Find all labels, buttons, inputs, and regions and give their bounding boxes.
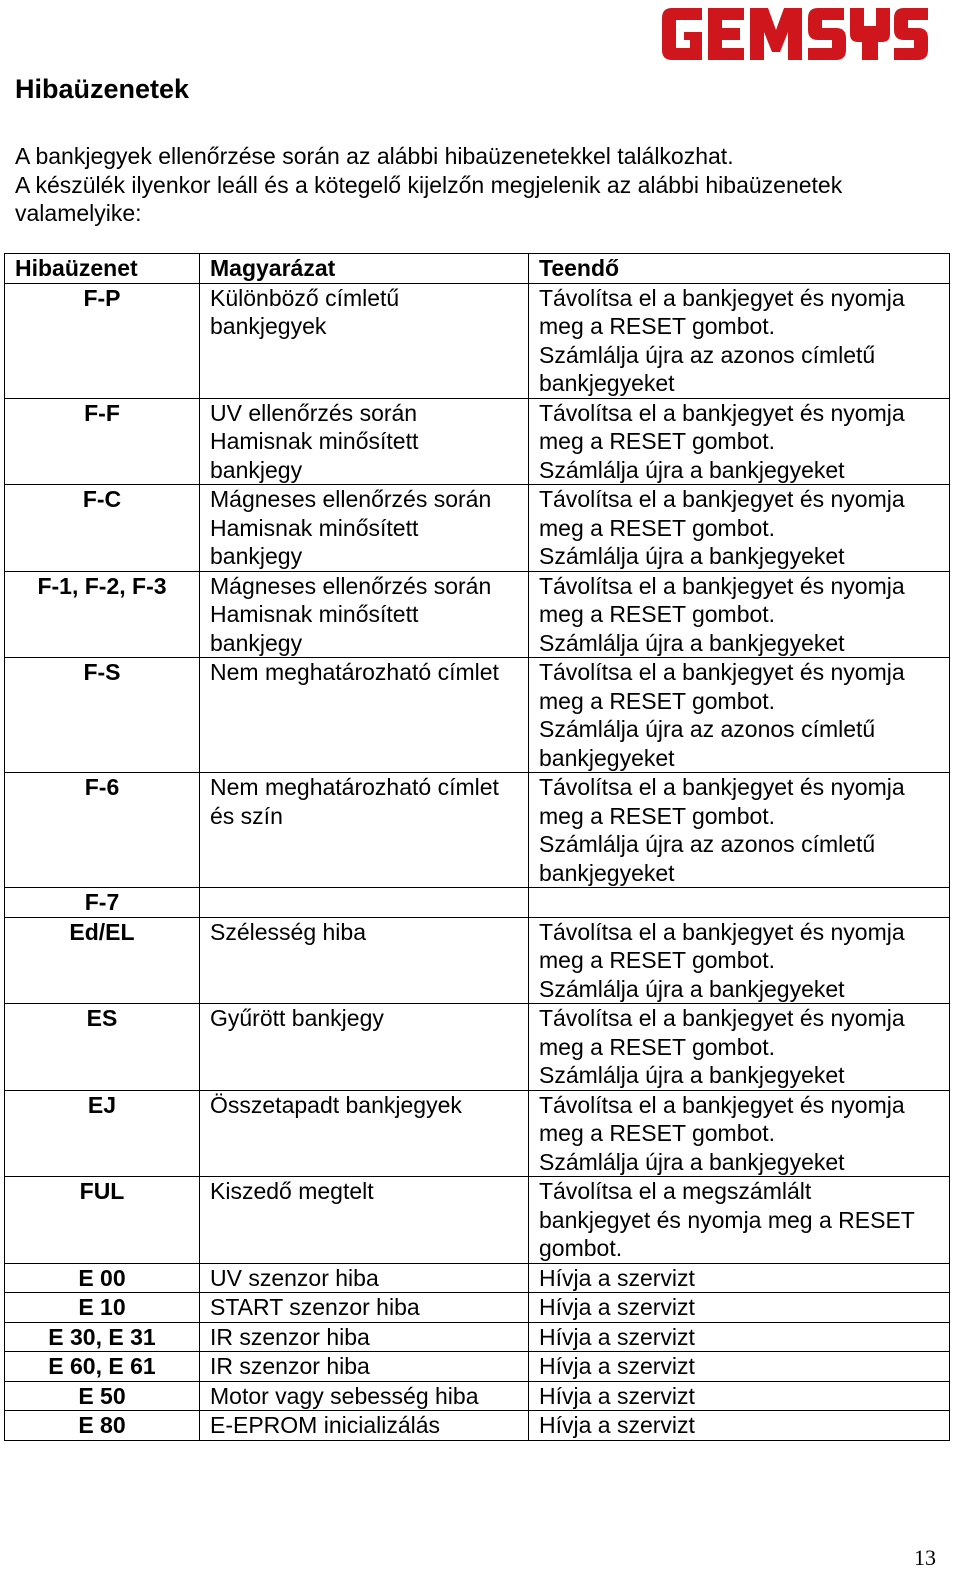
explanation-cell — [200, 917, 529, 1004]
explanation-line: Hamisnak minősített — [210, 428, 419, 454]
action-cell — [529, 658, 950, 773]
action-line: meg a RESET gombot. — [539, 428, 776, 454]
gemsys-logo — [660, 4, 930, 64]
explanation-line: UV ellenőrzés során — [210, 399, 418, 426]
action-line: meg a RESET gombot. — [539, 601, 776, 627]
action-cell — [529, 1177, 950, 1264]
table-row — [5, 1293, 950, 1323]
explanation-cell — [200, 1090, 529, 1177]
explanation-line: Különböző címletű — [210, 284, 400, 311]
table-row — [5, 1411, 950, 1441]
explanation-line: bankjegy — [210, 456, 303, 483]
action-cell — [529, 1263, 950, 1293]
explanation-cell — [200, 398, 529, 485]
table-row — [5, 283, 950, 398]
explanation-cell — [200, 571, 529, 658]
error-code-cell: ES — [5, 1004, 200, 1091]
page-title: Hibaüzenetek — [15, 74, 190, 104]
explanation-cell — [200, 1004, 529, 1091]
explanation-line: bankjegy — [210, 543, 303, 569]
table-row — [5, 1090, 950, 1177]
action-line: Számlálja újra a bankjegyeket — [539, 1148, 845, 1175]
action-line: bankjegyeket — [539, 744, 675, 771]
table-row — [5, 917, 950, 1004]
error-code-cell: Ed/EL — [5, 917, 200, 1004]
explanation-cell — [200, 1322, 529, 1352]
action-line: meg a RESET gombot. — [539, 313, 776, 339]
explanation-line: Motor vagy sebesség hiba — [210, 1382, 479, 1409]
action-line: Távolítsa el a bankjegyet és nyomja — [539, 1091, 905, 1118]
action-line: meg a RESET gombot. — [539, 687, 776, 714]
intro-text — [15, 142, 945, 228]
action-line: Számlálja újra a bankjegyeket — [539, 1062, 845, 1088]
table-row — [5, 1004, 950, 1091]
action-line: Hívja a szervizt — [539, 1353, 695, 1379]
column-header-action: Teendő — [529, 254, 950, 284]
action-line: Távolítsa el a bankjegyet és nyomja — [539, 572, 905, 599]
table-row — [5, 888, 950, 918]
error-code-cell: F-6 — [5, 773, 200, 888]
action-line: Számlálja újra a bankjegyeket — [539, 975, 845, 1002]
table-row — [5, 485, 950, 572]
error-code-cell: E 50 — [5, 1381, 200, 1411]
explanation-cell — [200, 888, 529, 918]
action-cell — [529, 398, 950, 485]
action-cell — [529, 773, 950, 888]
explanation-cell — [200, 1293, 529, 1323]
action-cell — [529, 283, 950, 398]
table-body — [5, 283, 950, 1440]
action-line: Távolítsa el a bankjegyet és nyomja — [539, 774, 905, 800]
table-row — [5, 1352, 950, 1382]
action-line: meg a RESET gombot. — [539, 514, 776, 541]
table-row — [5, 571, 950, 658]
column-header-explanation: Magyarázat — [200, 254, 529, 284]
explanation-line: Szélesség hiba — [210, 918, 366, 945]
action-cell — [529, 485, 950, 572]
explanation-cell — [200, 658, 529, 773]
action-line: bankjegyeket — [539, 859, 675, 886]
table-row — [5, 1381, 950, 1411]
action-line: Számlálja újra a bankjegyeket — [539, 543, 845, 569]
explanation-cell — [200, 773, 529, 888]
page-number: 13 — [914, 1545, 936, 1570]
action-line: Számlálja újra a bankjegyeket — [539, 629, 845, 656]
error-code-cell: F-1, F-2, F-3 — [5, 571, 200, 658]
action-line: Hívja a szervizt — [539, 1382, 695, 1409]
action-line: Távolítsa el a bankjegyet és nyomja — [539, 918, 905, 945]
error-code-cell: E 00 — [5, 1263, 200, 1293]
action-line: meg a RESET gombot. — [539, 1120, 776, 1146]
action-line: Távolítsa el a megszámlált — [539, 1178, 812, 1204]
intro-line-3: valamelyike: — [15, 200, 142, 226]
error-code-cell: F-F — [5, 398, 200, 485]
action-line: Hívja a szervizt — [539, 1323, 695, 1350]
explanation-line: Nem meghatározható címlet — [210, 659, 499, 685]
explanation-line: bankjegy — [210, 629, 303, 656]
explanation-line: Összetapadt bankjegyek — [210, 1091, 462, 1118]
action-cell — [529, 571, 950, 658]
explanation-line: Mágneses ellenőrzés során — [210, 486, 492, 512]
action-line: meg a RESET gombot. — [539, 802, 776, 829]
table-row — [5, 398, 950, 485]
explanation-line: IR szenzor hiba — [210, 1323, 370, 1350]
explanation-cell — [200, 1263, 529, 1293]
column-header-code: Hibaüzenet — [5, 254, 200, 284]
action-line: Távolítsa el a bankjegyet és nyomja — [539, 486, 905, 512]
explanation-cell — [200, 1411, 529, 1441]
action-line: Hívja a szervizt — [539, 1264, 695, 1291]
explanation-line: IR szenzor hiba — [210, 1353, 370, 1379]
action-line: gombot. — [539, 1235, 623, 1261]
explanation-cell — [200, 1177, 529, 1264]
action-line: meg a RESET gombot. — [539, 947, 776, 973]
error-code-cell: E 10 — [5, 1293, 200, 1323]
table-row — [5, 773, 950, 888]
explanation-line: START szenzor hiba — [210, 1294, 420, 1320]
action-line: bankjegyet és nyomja meg a RESET — [539, 1206, 915, 1233]
action-line: Távolítsa el a bankjegyet és nyomja — [539, 1005, 905, 1031]
action-line: Távolítsa el a bankjegyet és nyomja — [539, 284, 905, 311]
error-code-cell: FUL — [5, 1177, 200, 1264]
explanation-line: Hamisnak minősített — [210, 601, 419, 627]
action-line: Számlálja újra a bankjegyeket — [539, 456, 845, 483]
explanation-cell — [200, 283, 529, 398]
explanation-cell — [200, 1381, 529, 1411]
error-code-cell: E 80 — [5, 1411, 200, 1441]
action-cell — [529, 1004, 950, 1091]
action-cell — [529, 1322, 950, 1352]
explanation-line: bankjegyek — [210, 313, 327, 339]
error-messages-table — [4, 253, 950, 1441]
action-cell — [529, 1090, 950, 1177]
table-row — [5, 1177, 950, 1264]
table-row — [5, 1263, 950, 1293]
explanation-line: és szín — [210, 802, 283, 829]
action-line: Távolítsa el a bankjegyet és nyomja — [539, 659, 905, 685]
error-code-cell: F-S — [5, 658, 200, 773]
table-row — [5, 658, 950, 773]
error-code-cell: F-P — [5, 283, 200, 398]
action-cell — [529, 1381, 950, 1411]
action-line: Számlálja újra az azonos címletű — [539, 831, 876, 857]
explanation-cell — [200, 485, 529, 572]
action-line: meg a RESET gombot. — [539, 1033, 776, 1060]
action-cell — [529, 917, 950, 1004]
error-code-cell: F-C — [5, 485, 200, 572]
action-cell — [529, 1411, 950, 1441]
intro-line-2: A készülék ilyenkor leáll és a kötegelő kijelzőn megjelenik az alábbi hibaüzenetek — [15, 171, 843, 198]
error-code-cell: F-7 — [5, 888, 200, 918]
action-line: Hívja a szervizt — [539, 1412, 695, 1438]
action-cell — [529, 1293, 950, 1323]
action-cell — [529, 888, 950, 918]
action-line: Számlálja újra az azonos címletű — [539, 716, 876, 742]
explanation-line: UV szenzor hiba — [210, 1264, 379, 1291]
error-code-cell: E 30, E 31 — [5, 1322, 200, 1352]
explanation-line: Mágneses ellenőrzés során — [210, 572, 492, 599]
explanation-line: Nem meghatározható címlet — [210, 774, 499, 800]
intro-line-1: A bankjegyek ellenőrzése során az alábbi hibaüzenetekkel találkozhat. — [15, 143, 734, 169]
explanation-line: Gyűrött bankjegy — [210, 1005, 384, 1031]
action-cell — [529, 1352, 950, 1382]
action-line: Távolítsa el a bankjegyet és nyomja — [539, 399, 905, 426]
explanation-line: Hamisnak minősített — [210, 514, 419, 541]
action-line: Hívja a szervizt — [539, 1294, 695, 1320]
table-row — [5, 1322, 950, 1352]
action-line: bankjegyeket — [539, 370, 675, 396]
error-code-cell: E 60, E 61 — [5, 1352, 200, 1382]
table-header-row — [5, 254, 950, 284]
error-code-cell: EJ — [5, 1090, 200, 1177]
explanation-line: Kiszedő megtelt — [210, 1178, 374, 1204]
explanation-cell — [200, 1352, 529, 1382]
explanation-line: E-EPROM inicializálás — [210, 1412, 441, 1438]
action-line: Számlálja újra az azonos címletű — [539, 341, 876, 368]
